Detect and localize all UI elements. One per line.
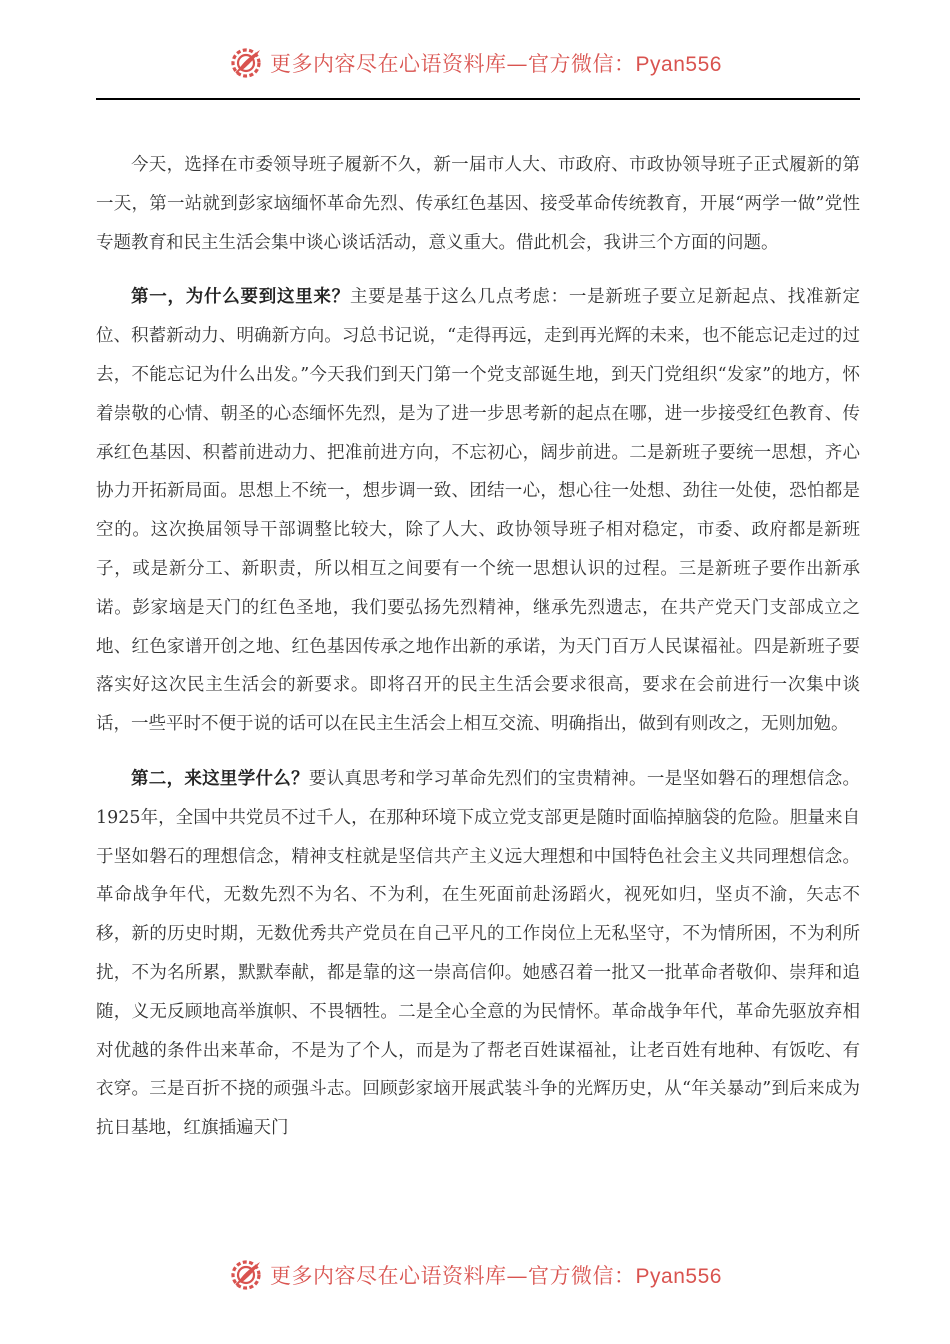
footer-dash: — [506,1264,529,1288]
footer-banner [0,1251,950,1299]
header-wechat-id: Pyan556 [635,53,722,76]
header-divider [96,98,860,100]
footer-wechat-id: Pyan556 [635,1265,722,1288]
section-1-text: 主要是基于这么几点考虑：一是新班子要立足新起点、找准新定位、积蓄新动力、明确新方向。习总书记说，“走得再远，走到再光辉的未来，也不能忘记走过的过去，不能忘记为什么出发。”今天我们到天门第一个党支部诞生地，到天门党组织“发家”的地方，怀着崇敬的心情、朝圣的心态缅怀先烈，是为了进一步思考新的起点在哪，进一步接受红色教育、传承红色基因、积蓄前进动力、把准前进方向，不忘初心，阔步前进。二是新班子要统一思想，齐心协力开拓新局面。思想上不统一，想步调一致、团结一心，想心往一处想、劲往一处使，恐怕都是空的。这次换届领导干部调整比较大，除了人大、政协领导班子相对稳定，市委、政府都是新班子，或是新分工、新职责，所以相互之间要有一个统一思想认识的过程。三是新班子要作出新承诺。彭家垴是天门的红色圣地，我们要弘扬先烈精神，继承先烈遗志，在共产党天门支部成立之地、红色家谱开创之地、红色基因传承之地作出新的承诺，为天门百万人民谋福祉。四是新班子要落实好这次民主生活会的新要求。即将召开的民主生活会要求很高，要求在会前进行一次集中谈话，一些平时不便于说的话可以在民主生活会上相互交流、明确指出，做到有则改之，无则加勉。 [96,287,861,735]
footer-brand: 更多内容尽在心语资料库 [270,1264,507,1288]
paragraph-section-2 [96,760,860,1148]
paragraph-intro [96,146,860,262]
footer-text [270,1260,722,1290]
footer-wechat-label: 官方微信： [528,1264,636,1288]
header-banner [0,39,950,87]
gear-wing-logo-icon [228,45,264,81]
gear-wing-logo-icon [228,1257,264,1293]
section-2-text: 要认真思考和学习革命先烈们的宝贵精神。一是坚如磐石的理想信念。1925年，全国中共党员不过千人，在那种环境下成立党支部更是随时面临掉脑袋的危险。胆量来自于坚如磐石的理想信念，精神支柱就是坚信共产主义远大理想和中国特色社会主义共同理想信念。革命战争年代，无数先烈不为名、不为利，在生死面前赴汤蹈火，视死如归，坚贞不渝，矢志不移，新的历史时期，无数优秀共产党员在自己平凡的工作岗位上无私坚守，不为情所困，不为利所扰，不为名所累，默默奉献，都是靠的这一崇高信仰。她感召着一批又一批革命者敬仰、崇拜和追随，义无反顾地高举旗帜、不畏牺牲。二是全心全意的为民情怀。革命战争年代，革命先驱放弃相对优越的条件出来革命，不是为了个人，而是为了帮老百姓谋福祉，让老百姓有地种、有饭吃、有衣穿。三是百折不挠的顽强斗志。回顾彭家垴开展武装斗争的光辉历史，从“年关暴动”到后来成为抗日基地，红旗插遍天门 [96,768,860,1139]
header-brand: 更多内容尽在心语资料库 [270,52,507,76]
header-text [270,48,722,78]
paragraph-intro-text: 今天，选择在市委领导班子履新不久，新一届市人大、市政府、市政协领导班子正式履新的第一天，第一站就到彭家垴缅怀革命先烈、传承红色基因、接受革命传统教育，开展“两学一做”党性专题教育和民主生活会集中谈心谈话活动，意义重大。借此机会，我讲三个方面的问题。 [96,155,860,253]
header-wechat-label: 官方微信： [528,52,636,76]
document-body [96,146,860,1164]
header-dash: — [506,52,529,76]
section-1-heading: 第一，为什么要到这里来？ [131,287,350,308]
section-2-heading: 第二，来这里学什么？ [131,768,309,789]
paragraph-section-1 [96,278,860,744]
